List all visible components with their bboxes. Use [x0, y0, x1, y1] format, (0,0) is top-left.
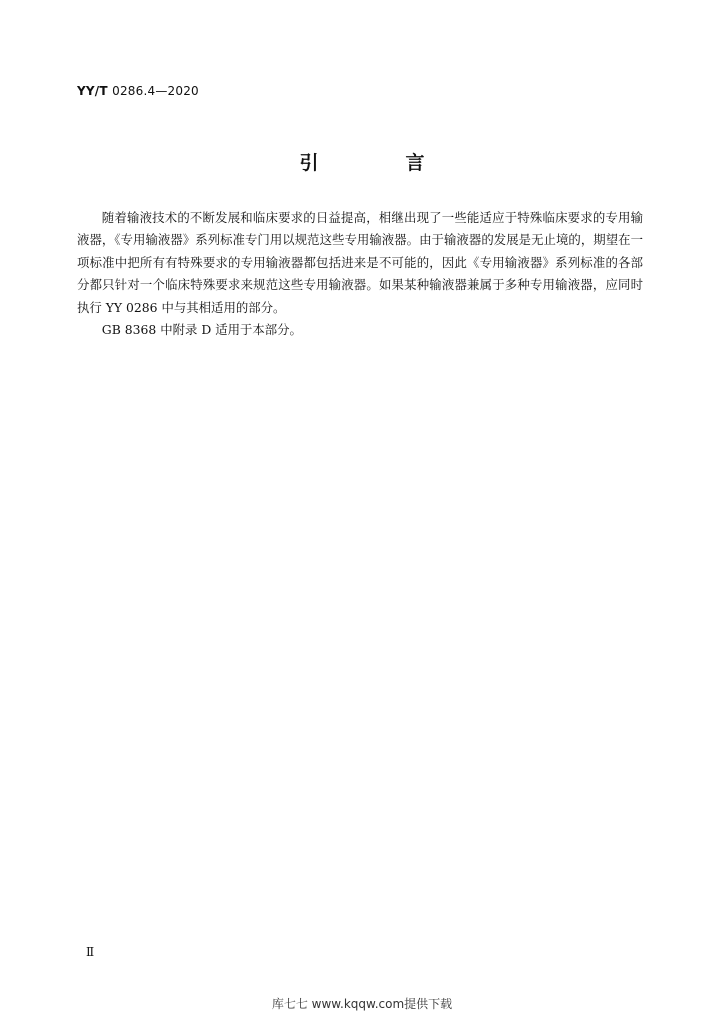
standard-code-prefix: YY/T — [77, 84, 108, 98]
page-number: Ⅱ — [86, 945, 95, 959]
paragraph-intro: 随着输液技术的不断发展和临床要求的日益提高，相继出现了一些能适应于特殊临床要求的专用输液器，《专用输液器》系列标准专门用以规范这些专用输液器。由于输液器的发展是无止境的，期望在一项标准中把所有有特殊要求的专用输液器都包括进来是不可能的，因此《专用输液器》系列标准的各部分都只针对一个临床特殊要求来规范这些专用输液器。如果某种输液器兼属于多种专用输液器，应同时执行 YY 0286 中与其相适用的部分。 — [77, 210, 643, 315]
paragraph-appendix: GB 8368 中附录 D 适用于本部分。 — [101, 322, 302, 338]
standard-code-number: 0286.4—2020 — [112, 84, 199, 98]
body-text — [77, 207, 643, 341]
section-title: 引 言 — [299, 152, 459, 174]
download-footer: 库七七 www.kqqw.com提供下载 — [271, 997, 453, 1011]
standard-code — [77, 84, 199, 98]
